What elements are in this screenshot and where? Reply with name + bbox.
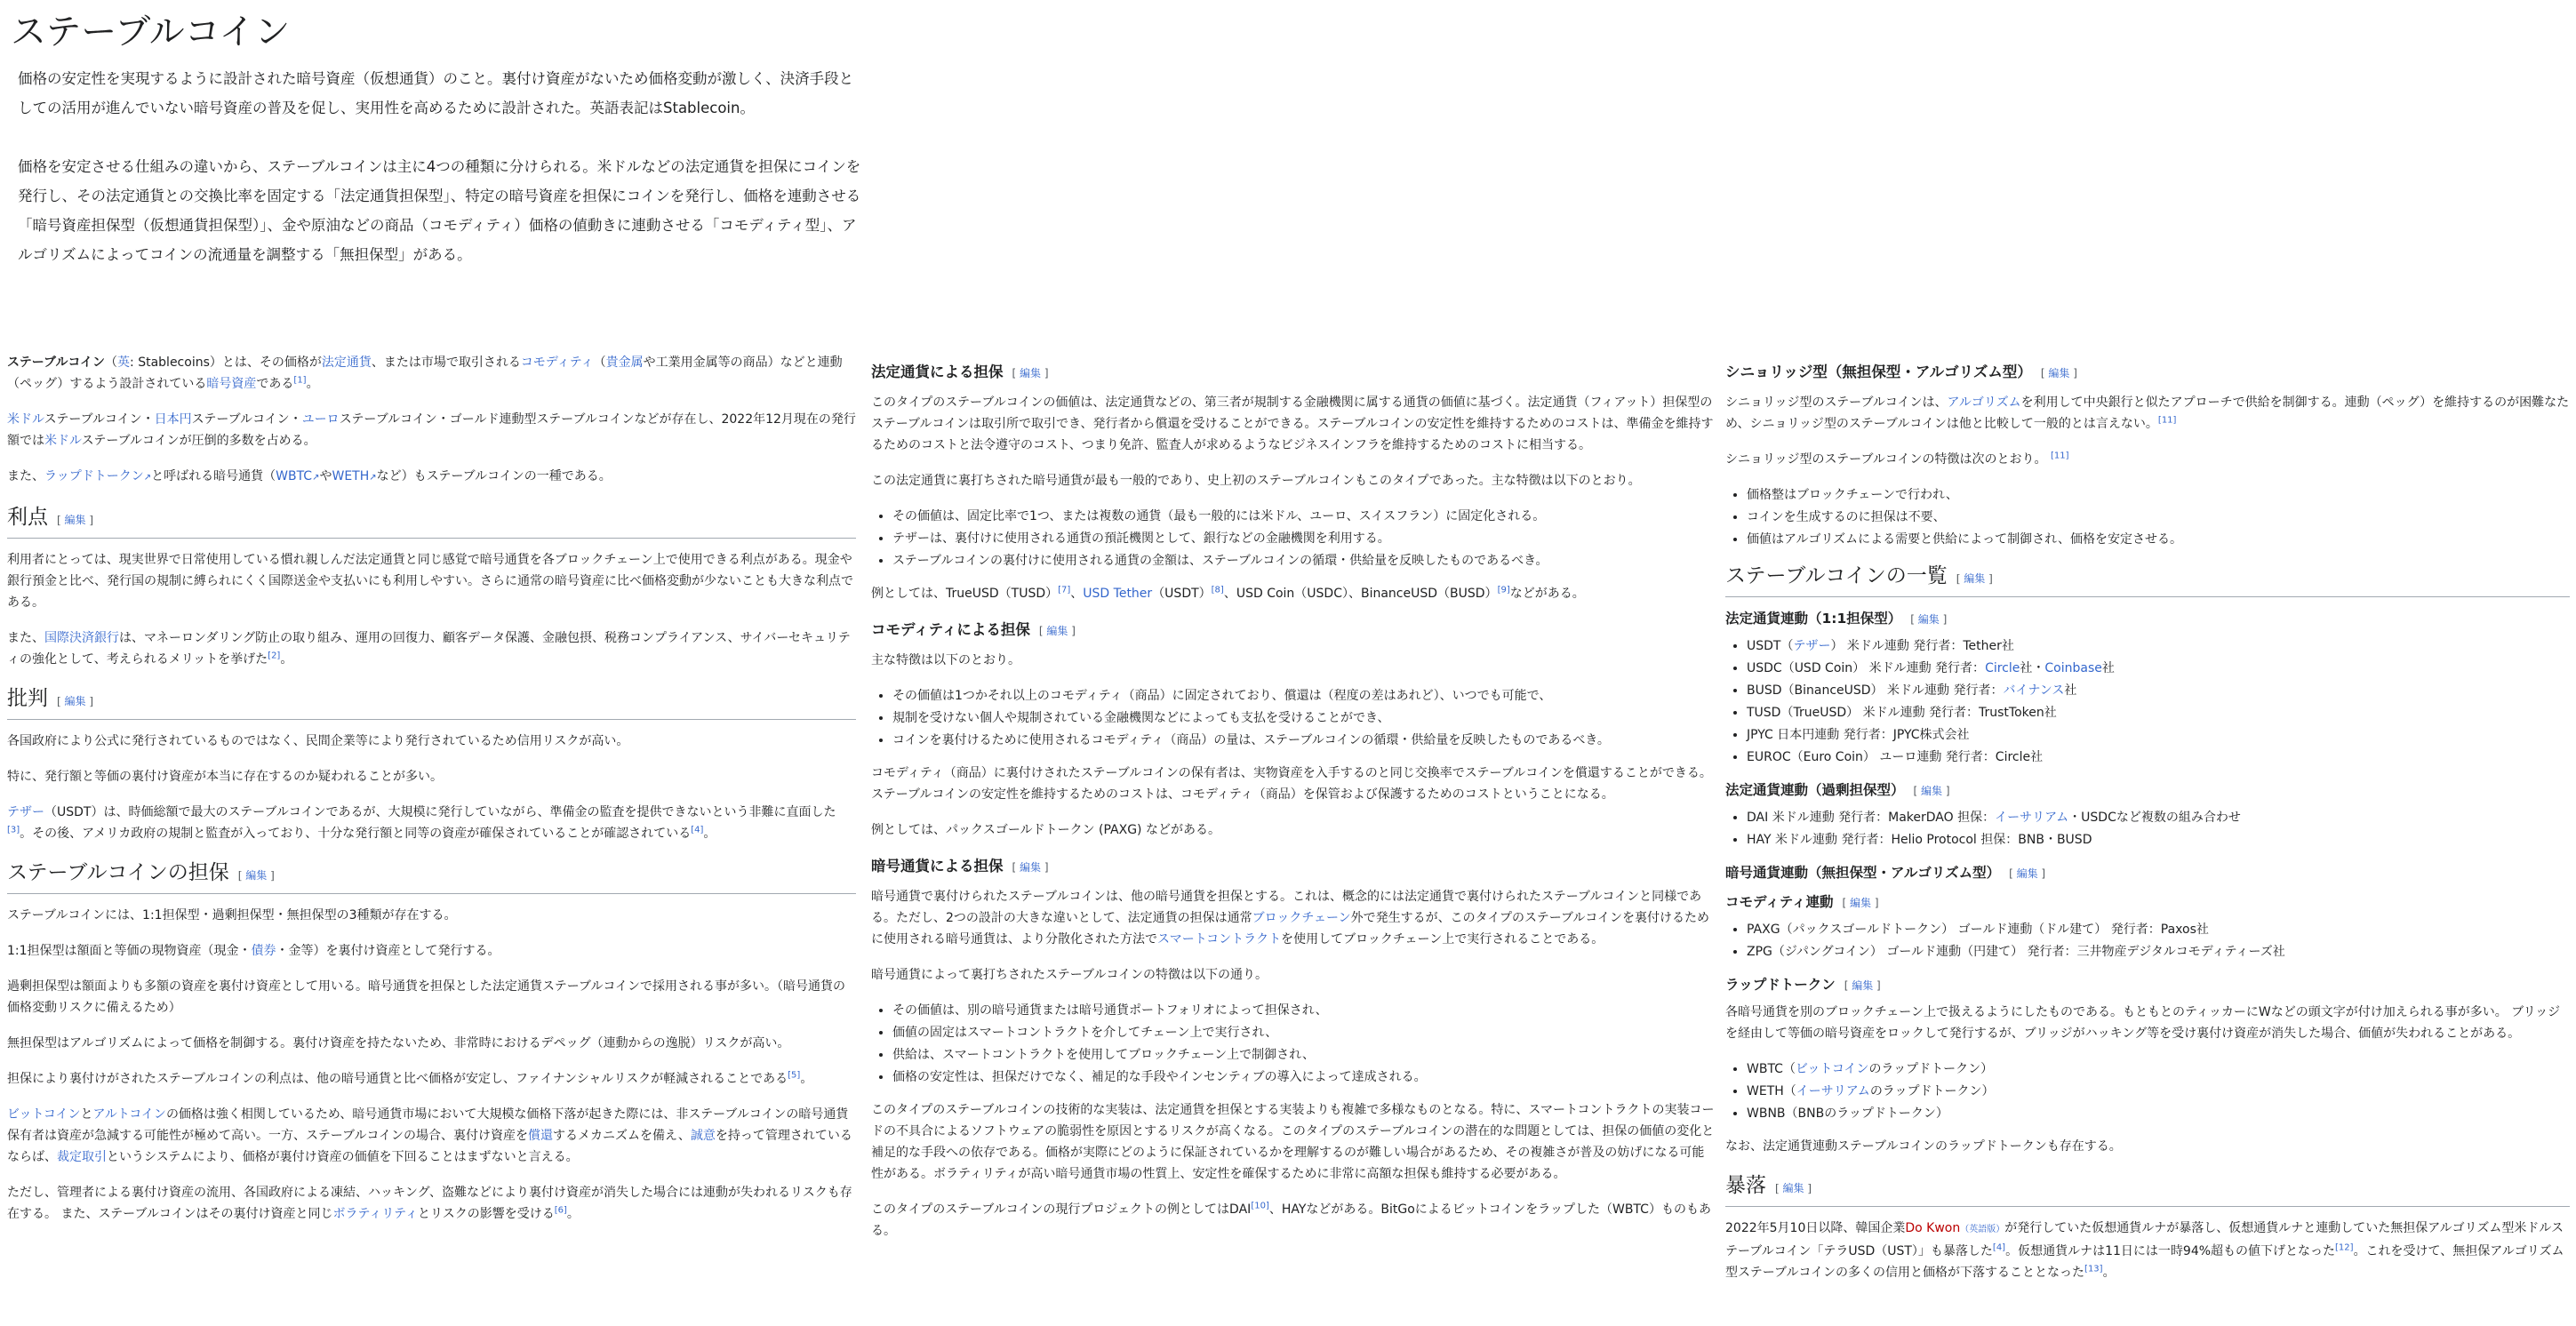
lead-paragraph xyxy=(7,352,856,395)
altcoin-link[interactable]: アルトコイン xyxy=(92,1107,166,1122)
text: 、または市場で取引される xyxy=(371,355,521,370)
edit-section: [ 編集 ] xyxy=(1910,613,1948,626)
text: の価格は強く相関しているため、暗号通貨市場において大規模な価格下落が起きた際には、非ステーブルコインの暗号通貨保有者は資産が急減する可能性が極めて高い。一方、ステーブルコインの場合、裏付け資産を xyxy=(7,1107,849,1143)
bis-link[interactable]: 国際決済銀行 xyxy=(44,631,119,645)
text: ステーブルコインが圧倒的多数を占める。 xyxy=(81,434,316,448)
bullet-list xyxy=(871,685,1716,752)
edit-link[interactable]: 編集 xyxy=(1964,572,1986,585)
edit-section: [ 編集 ] xyxy=(2040,367,2077,379)
heading-text: シニョリッジ型（無担保型・アルゴリズム型） xyxy=(1725,363,2032,380)
bullet-list xyxy=(1725,635,2570,769)
wrapped-token-link[interactable]: ラップドトークン ↗ xyxy=(44,469,151,483)
heading-text: 暴落 xyxy=(1725,1174,1766,1197)
coinbase-link[interactable]: Coinbase xyxy=(2044,661,2102,675)
bullet-list xyxy=(1725,919,2570,963)
text: また、 xyxy=(7,631,44,645)
text: ・USDCなど複数の組み合わせ xyxy=(2068,811,2241,825)
edit-link[interactable]: 編集 xyxy=(1782,1182,1804,1194)
text: など）もステーブルコインの一種である。 xyxy=(376,469,612,483)
section-heading-commodity-collateral xyxy=(871,619,1716,643)
text: 、HAYなどがある。BitGoによるビットコインをラップした（WBTC）ものもある。 xyxy=(871,1202,1711,1238)
usd-link[interactable]: 米ドル xyxy=(7,412,44,427)
reference-link[interactable]: [3] xyxy=(7,825,20,835)
section-heading-critique xyxy=(7,684,856,720)
text: 。 xyxy=(566,1207,580,1221)
paragraph xyxy=(7,940,856,962)
bullet-list xyxy=(1725,807,2570,851)
edit-section: [ 編集 ] xyxy=(1038,625,1076,637)
paragraph xyxy=(871,1199,1716,1242)
text: ） 米ドル連動 発行者：Tether社 xyxy=(1830,639,2014,653)
text: 社 xyxy=(2064,683,2077,698)
list-item: • その価値は、別の暗号通貨または暗号通貨ポートフォリオによって担保され、 xyxy=(892,1000,1716,1022)
reference-link[interactable]: [9] xyxy=(1497,585,1510,595)
text: WBTC（ xyxy=(1747,1062,1796,1076)
commodity-link[interactable]: コモディティ xyxy=(520,355,594,370)
bitcoin-link[interactable]: ビットコイン xyxy=(1795,1062,1869,1076)
lead-term: ステーブルコイン xyxy=(7,355,106,370)
jpy-link[interactable]: 日本円 xyxy=(154,412,192,427)
heading-text: ステーブルコインの一覧 xyxy=(1725,564,1948,587)
text: : Stablecoins）とは、その価格が xyxy=(130,355,322,370)
reference-link[interactable]: [4] xyxy=(691,825,704,835)
list-item: • 価格の安定性は、担保だけでなく、補足的な手段やインセンティブの導入によって達成される。 xyxy=(892,1066,1716,1089)
paragraph xyxy=(7,1068,856,1090)
do-kwon-link[interactable]: Do Kwon xyxy=(1905,1221,1961,1235)
reference-link[interactable]: [1] xyxy=(293,375,307,386)
paragraph xyxy=(871,583,1716,604)
bond-link[interactable]: 債券 xyxy=(251,944,276,958)
text: と xyxy=(80,1107,93,1122)
usd-tether-link[interactable]: USD Tether xyxy=(1083,587,1153,601)
intro-summary xyxy=(18,64,862,299)
text: 。 xyxy=(2102,1266,2116,1280)
paragraph: 主な特徴は以下のとおり。 xyxy=(871,653,1020,667)
list-item: • 価格整はブロックチェーンで行われ、 xyxy=(1747,484,2570,507)
list-item-wbnb: • WBNB（BNBのラップドトークン） xyxy=(1747,1103,2570,1125)
paragraph: この法定通貨に裏打ちされた暗号通貨が最も一般的であり、史上初のステーブルコインもこのタイプであった。主な特徴は以下のとおり。 xyxy=(871,474,1641,488)
section-heading-collateral xyxy=(7,859,856,894)
list-item-weth xyxy=(1747,1081,2570,1103)
subsection-heading-crypto-algo xyxy=(1725,862,2570,884)
list-item-tusd: • TUSD（TrueUSD） 米ドル連動 発行者：TrustToken社 xyxy=(1747,702,2570,724)
text: ステーブルコイン・ゴールド連動型ステーブルコインなどが存在し、2022年12月現在の発行額では xyxy=(7,412,856,448)
bullet-list xyxy=(1725,484,2570,551)
edit-section: [ 編集 ] xyxy=(1956,572,1993,585)
intro-paragraph: 価格の安定性を実現するように設計された暗号資産（仮想通貨）のこと。裏付け資産がないため価格変動が激しく、決済手段としての活用が進んでいない暗号資産の普及を促し、実用性を高めるために設計された。英語表記はStablecoin。 xyxy=(18,70,854,116)
edit-link[interactable]: 編集 xyxy=(1917,613,1940,626)
reference-link[interactable]: [13] xyxy=(2084,1264,2103,1274)
heading-text: 暗号通貨連動（無担保型・アルゴリズム型） xyxy=(1725,865,2001,881)
text: また、 xyxy=(7,469,44,483)
paragraph xyxy=(7,466,856,489)
paragraph xyxy=(7,409,856,451)
subsection-heading-fiat-1to1 xyxy=(1725,608,2570,630)
text: 。 xyxy=(306,377,319,391)
text: ステーブルコイン・ xyxy=(191,412,302,427)
list-item: • PAXG（パックスゴールドトークン） ゴールド連動（ドル建て） 発行者：Paxos社 xyxy=(1747,919,2570,941)
text: 2022年5月10日以降、韓国企業 xyxy=(1725,1221,1906,1235)
tether-link[interactable]: テザー xyxy=(7,805,44,819)
text: 。 xyxy=(800,1072,813,1086)
paragraph: 暗号通貨によって裏打ちされたステーブルコインの特徴は以下の通り。 xyxy=(871,968,1268,982)
edit-section: [ 編集 ] xyxy=(57,695,94,707)
paragraph: 無担保型はアルゴリズムによって価格を制御する。裏付け資産を持たないため、非常時におけるデペッグ（連動からの逸脱）リスクが高い。 xyxy=(7,1036,790,1050)
edit-section: [ 編集 ] xyxy=(1913,785,1950,797)
algorithm-link[interactable]: アルゴリズム xyxy=(1947,395,2021,410)
text: 例としては、TrueUSD（TUSD） xyxy=(871,587,1059,601)
paragraph xyxy=(1725,449,2570,470)
list-item: • 価値の固定はスマートコントラクトを介してチェーン上で実行され、 xyxy=(892,1022,1716,1044)
column-2 xyxy=(871,352,1716,1256)
reference-link[interactable]: [5] xyxy=(788,1070,801,1081)
ethereum-link[interactable]: イーサリアム xyxy=(1995,811,2069,825)
circle-link[interactable]: Circle xyxy=(1985,661,2020,675)
edit-link[interactable]: 編集 xyxy=(245,869,268,882)
text: とリスクの影響を受ける xyxy=(417,1207,555,1221)
text: （ xyxy=(105,355,118,370)
paragraph: なお、法定通貨連動ステーブルコインのラップドトークンも存在する。 xyxy=(1725,1139,2122,1154)
text: のラップドトークン） xyxy=(1869,1084,1995,1098)
edit-link[interactable]: 編集 xyxy=(1020,367,1042,379)
bullet-list xyxy=(871,506,1716,572)
paragraph: このタイプのステーブルコインの価値は、法定通貨などの、第三者が規制する金融機関に属する通貨の価値に基づく。法定通貨（フィアット）担保型のステーブルコインは取引所で取引でき、発行者から償還を受けることができる。ステーブルコインの安定性を維持するためのコストは、準備金を維持するためのコストと法令遵守のコスト、つまり免許、監査人が求めるようなビジネスインフラを維持するためのコストに相当する。 xyxy=(871,395,1714,452)
list-item-busd xyxy=(1747,680,2570,702)
edit-link[interactable]: 編集 xyxy=(1852,979,1874,992)
subsection-heading-wrapped xyxy=(1725,974,2570,996)
heading-text: コモディティ連動 xyxy=(1725,894,1834,910)
list-item: • 価値はアルゴリズムによる需要と供給によって制御され、価格を安定させる。 xyxy=(1747,529,2570,551)
crypto-asset-link[interactable]: 暗号資産 xyxy=(206,377,257,391)
fiat-currency-link[interactable]: 法定通貨 xyxy=(321,355,372,370)
heading-text: 批判 xyxy=(7,687,48,710)
edit-link[interactable]: 編集 xyxy=(2048,367,2070,379)
text: USDT（ xyxy=(1747,639,1794,653)
text: （USDT） xyxy=(1152,587,1212,601)
reference-link[interactable]: [6] xyxy=(554,1205,567,1216)
list-item: • その価値は、固定比率で1つ、または複数の通貨（最も一般的には米ドル、ユーロ、スイスフラン）に固定化される。 xyxy=(892,506,1716,528)
edit-link[interactable]: 編集 xyxy=(1850,897,1872,909)
bullet-list xyxy=(871,1000,1716,1089)
edit-link[interactable]: 編集 xyxy=(64,514,86,526)
text: や工業用金属等の商品）などと連動（ペッグ）するよう設計されている xyxy=(7,355,843,391)
edit-section: [ 編集 ] xyxy=(1844,979,1881,992)
heading-text: 暗号通貨による担保 xyxy=(871,858,1004,875)
paragraph xyxy=(7,627,856,670)
list-item-euroc: • EUROC（Euro Coin） ユーロ連動 発行者：Circle社 xyxy=(1747,747,2570,769)
paragraph: ステーブルコインには、1:1担保型・過剰担保型・無担保型の3種類が存在する。 xyxy=(7,908,457,923)
text: シニョリッジ型のステーブルコインの特徴は次のとおり。 xyxy=(1725,452,2047,467)
paragraph xyxy=(7,1104,856,1168)
text: 。これを受けて、無担保アルゴリズム型ステーブルコインの多くの信用と価格が下落することとなった xyxy=(1725,1244,2564,1280)
paragraph xyxy=(7,1182,856,1225)
paragraph: 各暗号通貨を別のブロックチェーン上で扱えるようにしたものである。もともとのティッカーにWなどの頭文字が付け加えられる事が多い。 ブリッジを経由して等価の暗号資産をロックして発行するが、ブリッジがハッキング等を受け裏付け資産が消失した場合、価値が失われることがある。 xyxy=(1725,1005,2561,1041)
paragraph xyxy=(871,886,1716,950)
ethereum-link[interactable]: イーサリアム xyxy=(1796,1084,1870,1098)
text: ステーブルコイン・ xyxy=(44,412,155,427)
edit-section: [ 編集 ] xyxy=(237,869,275,882)
text: 外で発生するが、このタイプのステーブルコインを裏付けるために使用される暗号通貨は、より分散化された方法で xyxy=(871,911,1710,947)
edit-section: [ 編集 ] xyxy=(1012,367,1049,379)
paragraph xyxy=(7,802,856,844)
text: は、マネーロンダリング防止の取り組み、運用の回復力、顧客データ保護、金融包摂、税務コンプライアンス、サイバーセキュリティの強化として、考えられるメリットを挙げた xyxy=(7,631,851,667)
paragraph: 過剰担保型は額面よりも多額の資産を裏付け資産として用いる。暗号通貨を担保とした法定通貨ステーブルコインで採用される事が多い。（暗号通貨の価格変動リスクに備えるため） xyxy=(7,979,846,1015)
heading-text: ステーブルコインの担保 xyxy=(7,861,229,884)
list-item: • ZPG（ジパングコイン） ゴールド連動（円建て） 発行者：三井物産デジタルコモディティーズ社 xyxy=(1747,941,2570,963)
text: というシステムにより、価格が裏付け資産の価値を下回ることはまずないと言える。 xyxy=(107,1150,579,1164)
text: 、 xyxy=(1070,587,1084,601)
wbtc-link[interactable]: WBTC ↗ xyxy=(276,469,319,483)
list-item: • 規制を受けない個人や規制されている金融機関などによっても支払を受けることができ、 xyxy=(892,707,1716,730)
section-heading-stablecoin-list xyxy=(1725,562,2570,597)
text: シニョリッジ型のステーブルコインは、 xyxy=(1725,395,1948,410)
edit-section: [ 編集 ] xyxy=(1775,1182,1812,1194)
paragraph: 利用者にとっては、現実世界で日常使用している慣れ親しんだ法定通貨と同じ感覚で暗号通貨を各ブロックチェーン上で使用できる利点がある。現金や銀行預金と比べ、発行国の規制に縛られにくく国際送金や支払いにも利用しやすい。さらに通常の暗号資産に比べ価格変動が少ないことも大きな利点である。 xyxy=(7,553,853,610)
paragraph xyxy=(1725,1218,2570,1283)
paragraph: このタイプのステーブルコインの技術的な実装は、法定通貨を担保とする実装よりも複雑で多様なものとなる。特に、スマートコントラクトの実装コードの不具合によるソフトウェアの脆弱性を原因とするリスクが高くなる。このタイプのステーブルコインの潜在的な問題としては、担保の価値の変化と補足的な手段への依存である。価格が実際にどのように保証されているかを理解するのが難しい場合があるため、その複雑さが普及の妨げになる可能性がある。ボラティリティが高い暗号通貨市場の性質上、安定性を確保するために非常に高額な担保も維持する必要がある。 xyxy=(871,1103,1715,1181)
text: 担保により裏付けがされたステーブルコインの利点は、他の暗号通貨と比べ価格が安定し、ファイナンシャルリスクが軽減されることである xyxy=(7,1072,788,1086)
column-1 xyxy=(7,352,856,1239)
paragraph: コモディティ（商品）に裏付けされたステーブルコインの保有者は、実物資産を入手するのと同じ交換率でステーブルコインを償還することができる。ステーブルコインの安定性を維持するためのコストは、コモディティ（商品）を保管および保護するためのコストということになる。 xyxy=(871,766,1712,802)
paragraph: 各国政府により公式に発行されているものではなく、民間企業等により発行されているため信用リスクが高い。 xyxy=(7,734,629,748)
heading-text: 法定通貨連動（過剰担保型） xyxy=(1725,782,1905,798)
bullet-list xyxy=(1725,1058,2570,1125)
text: USDC（USD Coin） 米ドル連動 発行者： xyxy=(1747,661,1986,675)
reference-link[interactable]: [8] xyxy=(1211,585,1224,595)
edit-link[interactable]: 編集 xyxy=(1046,625,1068,637)
intro-paragraph: 価格を安定させる仕組みの違いから、ステーブルコインは主に4つの種類に分けられる。米ドルなどの法定通貨を担保にコインを発行し、その法定通貨との交換比率を固定する「法定通貨担保型」、特定の暗号資産を担保にコインを発行し、価格を連動させる「暗号資産担保型（仮想通貨担保型）」、金や原油などの商品（コモディティ）価格の値動きに連動させる「コモディティ型」、アルゴリズムによってコインの流通量を調整する「無担保型」がある。 xyxy=(18,158,861,263)
edit-link[interactable]: 編集 xyxy=(1020,861,1042,874)
section-heading-crypto-collateral xyxy=(871,855,1716,879)
weth-link[interactable]: WETH ↗ xyxy=(332,469,376,483)
section-heading-merit xyxy=(7,503,856,539)
edit-link[interactable]: 編集 xyxy=(2016,867,2038,880)
list-item-usdt xyxy=(1747,635,2570,658)
text: （USDT）は、時価総額で最大のステーブルコインであるが、大規模に発行していながら、準備金の監査を提供できないという非難に直面した xyxy=(44,805,836,819)
binance-link[interactable]: バイナンス xyxy=(2003,683,2065,698)
list-item: • その価値は1つかそれ以上のコモディティ（商品）に固定されており、償還は（程度の差はあれど）、いつでも可能で、 xyxy=(892,685,1716,707)
list-item-hay: • HAY 米ドル連動 発行者：Helio Protocol 担保：BNB・BUSD xyxy=(1747,829,2570,851)
usd-link[interactable]: 米ドル xyxy=(44,434,82,448)
edit-section: [ 編集 ] xyxy=(1012,861,1049,874)
tether-link[interactable]: テザー xyxy=(1793,639,1831,653)
reference-link[interactable]: [11] xyxy=(2050,451,2069,461)
edit-section: [ 編集 ] xyxy=(57,514,94,526)
list-item: • コインを生成するのに担保は不要、 xyxy=(1747,507,2570,529)
text: DAI 米ドル連動 発行者：MakerDAO 担保： xyxy=(1747,811,1996,825)
text: ・金等）を裏付け資産として発行する。 xyxy=(276,944,500,958)
edit-section: [ 編集 ] xyxy=(2009,867,2046,880)
text: 社・ xyxy=(2020,661,2045,675)
paragraph xyxy=(1725,392,2570,435)
list-item-jpyc: • JPYC 日本円連動 発行者：JPYC株式会社 xyxy=(1747,724,2570,747)
text: である xyxy=(256,377,294,391)
subsection-heading-fiat-over xyxy=(1725,779,2570,802)
reference-link[interactable]: [7] xyxy=(1058,585,1071,595)
text: 暗号通貨で裏付けられたステーブルコインは、他の暗号通貨を担保とする。これは、概念的には法定通貨で裏付けられたステーブルコインと同様である。ただし、2つの設計の大きな違いとして、法定通貨の担保は通常 xyxy=(871,890,1702,925)
subsection-heading-commodity xyxy=(1725,891,2570,914)
text: を使用してブロックチェーン上で実行されることである。 xyxy=(1281,932,1604,947)
volatility-link[interactable]: ボラティリティ xyxy=(332,1207,418,1221)
edit-link[interactable]: 編集 xyxy=(1921,785,1943,797)
edit-section: [ 編集 ] xyxy=(1842,897,1879,909)
paragraph: 特に、発行額と等価の裏付け資産が本当に存在するのか疑われることが多い。 xyxy=(7,770,443,784)
reference-link[interactable]: [12] xyxy=(2335,1242,2354,1253)
text: 1:1担保型は額面と等価の現物資産（現金・ xyxy=(7,944,252,958)
list-item: • ステーブルコインの裏付けに使用される通貨の金額は、ステーブルコインの循環・供給量を反映したものであるべき。 xyxy=(892,550,1716,572)
good-faith-link[interactable]: 誠意 xyxy=(690,1129,716,1143)
list-item-dai xyxy=(1747,807,2570,829)
section-heading-fiat-collateral xyxy=(871,361,1716,385)
bitcoin-link[interactable]: ビットコイン xyxy=(7,1107,81,1122)
section-heading-crash xyxy=(1725,1171,2570,1207)
reference-link[interactable]: [2] xyxy=(268,651,281,661)
text: 。仮想通貨ルナは11日には一時94%超もの値下げとなった xyxy=(2005,1244,2336,1258)
text: このタイプのステーブルコインの現行プロジェクトの例としてはDAI xyxy=(871,1202,1252,1217)
blockchain-link[interactable]: ブロックチェーン xyxy=(1252,911,1351,925)
text: などがある。 xyxy=(1509,587,1585,601)
precious-metal-link[interactable]: 貴金属 xyxy=(605,355,644,370)
reference-link[interactable]: [4] xyxy=(1992,1242,2006,1253)
text: 。その後、アメリカ政府の規制と監査が入っており、十分な発行額と同等の資産が確保されていることが確認されている xyxy=(20,827,692,841)
redemption-link[interactable]: 償還 xyxy=(528,1129,554,1143)
page-title: ステーブルコイン xyxy=(11,12,291,52)
text: を利用して中央銀行と似たアプローチで供給を制御する。連動（ペッグ）を維持するのが困難なため、シニョリッジ型のステーブルコインは他と比較して一般的とは言えない。 xyxy=(1725,395,2570,431)
heading-text: ラップドトークン xyxy=(1725,977,1836,993)
list-item-wbtc xyxy=(1747,1058,2570,1081)
text: 社 xyxy=(2101,661,2115,675)
list-item: • 供給は、スマートコントラクトを使用してブロックチェーン上で制御され、 xyxy=(892,1044,1716,1066)
text: 。 xyxy=(280,652,293,667)
heading-text: 利点 xyxy=(7,506,48,529)
list-item: • テザーは、裏付けに使用される通貨の預託機関として、銀行などの金融機関を利用する。 xyxy=(892,528,1716,550)
edit-link[interactable]: 編集 xyxy=(64,695,86,707)
heading-text: 法定通貨による担保 xyxy=(871,363,1004,380)
column-3 xyxy=(1725,352,2570,1298)
text: WETH（ xyxy=(1747,1084,1796,1098)
text: のラップドトークン） xyxy=(1868,1062,1994,1076)
euro-link[interactable]: ユーロ xyxy=(301,412,340,427)
heading-text: 法定通貨連動（1:1担保型） xyxy=(1725,611,1902,627)
text: ただし、管理者による裏付け資産の流用、各国政府による凍結、ハッキング、盗難などにより裏付け資産が消失した場合には連動が失われるリスクも存在する。 また、ステーブルコインはその裏付け資産と同じ xyxy=(7,1186,852,1221)
english-version-link[interactable]: （英語版） xyxy=(1960,1225,2005,1234)
list-item-usdc xyxy=(1747,658,2570,680)
text: するメカニズムを備え、 xyxy=(553,1129,691,1143)
arbitrage-link[interactable]: 裁定取引 xyxy=(57,1150,107,1164)
section-heading-seigniorage xyxy=(1725,361,2570,385)
text: （ xyxy=(593,355,606,370)
heading-text: コモディティによる担保 xyxy=(871,621,1030,638)
text: を持って管理されているならば、 xyxy=(7,1129,852,1164)
text: が発行していた仮想通貨ルナが暴落し、仮想通貨ルナと連動していた無担保アルゴリズム型米ドルステーブルコイン「テラUSD（UST）」も暴落した xyxy=(1725,1221,2564,1258)
text: と呼ばれる暗号通貨（ xyxy=(151,469,276,483)
smart-contract-link[interactable]: スマートコントラクト xyxy=(1157,932,1282,947)
text: BUSD（BinanceUSD） 米ドル連動 発行者： xyxy=(1747,683,2004,698)
reference-link[interactable]: [11] xyxy=(2157,415,2177,426)
paragraph: 例としては、パックスゴールドトークン (PAXG) などがある。 xyxy=(871,823,1220,837)
reference-link[interactable]: [10] xyxy=(1251,1201,1269,1211)
text: 、USD Coin（USDC）、BinanceUSD（BUSD） xyxy=(1223,587,1498,601)
list-item: • コインを裏付けるために使用されるコモディティ（商品）の量は、ステーブルコインの循環・供給量を反映したものであるべき。 xyxy=(892,730,1716,752)
text: や xyxy=(319,469,332,483)
text: 。 xyxy=(703,827,716,841)
english-link[interactable]: 英 xyxy=(117,355,131,370)
